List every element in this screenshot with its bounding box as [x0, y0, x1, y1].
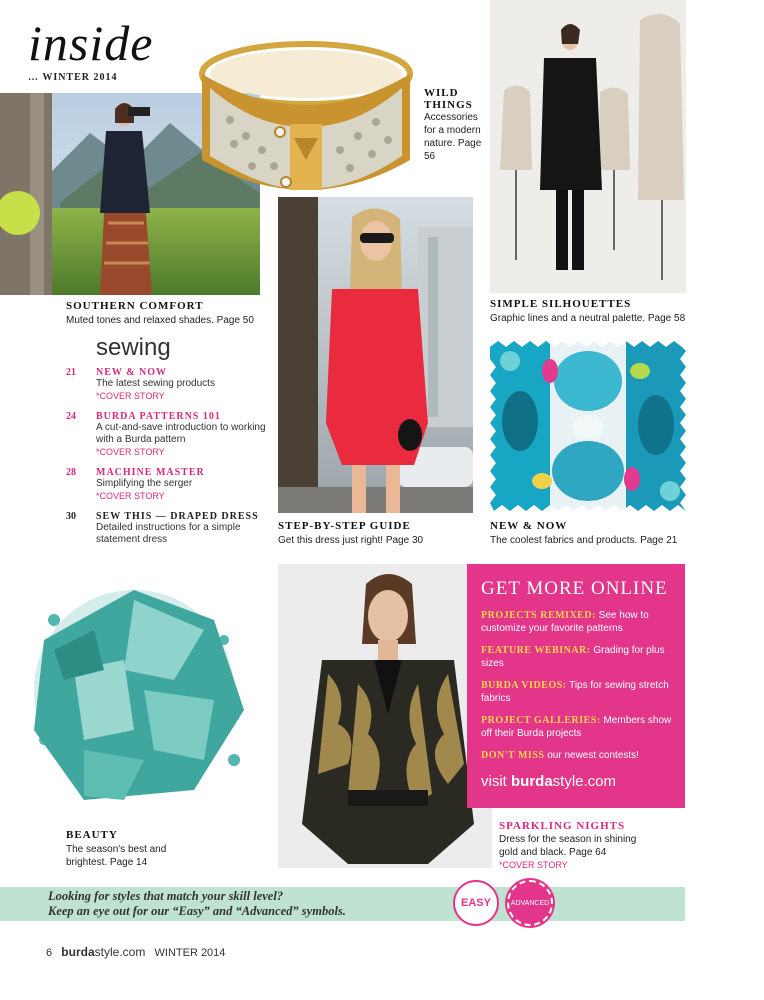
- simple-silhouettes-desc: Graphic lines and a neutral palette. Page 58: [490, 313, 686, 324]
- southern-comfort-desc: Muted tones and relaxed shades. Page 50: [66, 315, 254, 326]
- footer-brand-rest: style.com: [94, 945, 146, 959]
- cover-story-tag: *COVER STORY: [96, 491, 165, 501]
- beauty-eyeshadow-photo: [14, 560, 264, 822]
- visit-brand-bold: burda: [511, 773, 553, 790]
- simple-silhouettes-photo: [490, 0, 686, 293]
- online-item-key: DON'T MISS: [481, 750, 545, 761]
- online-item-projects-remixed[interactable]: [481, 609, 673, 635]
- issue-subtitle: … WINTER 2014: [28, 72, 118, 83]
- online-item-text: See how to customize your favorite patterns: [481, 610, 649, 634]
- online-item-text: Members show off their Burda projects: [481, 715, 672, 739]
- beauty-desc: The season's best and brightest. Page 14: [66, 844, 167, 868]
- step-by-step-desc: Get this dress just right! Page 30: [278, 535, 424, 546]
- new-now-title: NEW & NOW: [490, 520, 568, 532]
- online-item-feature-webinar[interactable]: [481, 644, 673, 670]
- toc-item-desc: Simplifying the serger: [96, 478, 193, 489]
- toc-item-title: SEW THIS — DRAPED DRESS: [96, 511, 259, 522]
- toc-item-title: BURDA PATTERNS 101: [96, 411, 221, 422]
- cover-story-tag: *COVER STORY: [499, 860, 568, 870]
- online-box-title: GET MORE ONLINE: [481, 578, 668, 599]
- easy-badge-label: EASY: [461, 897, 491, 909]
- online-item-text: Tips for sewing stretch fabrics: [481, 680, 669, 704]
- simple-silhouettes-title: SIMPLE SILHOUETTES: [490, 298, 632, 310]
- skill-level-text: [48, 889, 346, 919]
- toc-page-number: 28: [66, 467, 76, 478]
- toc-page-number: 21: [66, 367, 76, 378]
- step-by-step-title: STEP-BY-STEP GUIDE: [278, 520, 411, 532]
- toc-item[interactable]: [66, 467, 266, 502]
- toc-item-desc: Detailed instructions for a simple statement dress: [96, 522, 241, 545]
- toc-item-title: NEW & NOW: [96, 367, 168, 378]
- visit-website-link[interactable]: [481, 773, 673, 790]
- red-dress-photo: [278, 197, 473, 513]
- sewing-section-title: sewing: [96, 334, 171, 361]
- online-item-dont-miss[interactable]: [481, 749, 673, 762]
- skill-level-line-2: Keep an eye out for our “Easy” and “Advanced” symbols.: [48, 904, 346, 918]
- online-item-key: BURDA VIDEOS:: [481, 680, 567, 691]
- online-item-key: PROJECTS REMIXED:: [481, 610, 596, 621]
- visit-prefix: visit: [481, 773, 511, 790]
- online-item-text: Grading for plus sizes: [481, 645, 665, 669]
- sparkling-nights-title: SPARKLING NIGHTS: [499, 820, 626, 832]
- online-item-key: PROJECT GALLERIES:: [481, 715, 601, 726]
- page-title: inside: [28, 15, 154, 71]
- visit-brand-rest: style.com: [552, 773, 617, 790]
- southern-comfort-title: SOUTHERN COMFORT: [66, 300, 204, 312]
- toc-item-desc: A cut-and-save introduction to working with a Burda pattern: [96, 422, 266, 445]
- beauty-title: BEAUTY: [66, 829, 118, 841]
- advanced-badge-icon: [507, 880, 553, 926]
- toc-page-number: 24: [66, 411, 76, 422]
- skill-level-line-1: Looking for styles that match your skill level?: [48, 889, 284, 903]
- footer-issue: WINTER 2014: [154, 947, 226, 959]
- online-item-project-galleries[interactable]: [481, 714, 673, 740]
- ikat-fabric-swatch: [490, 341, 686, 511]
- wild-things-desc: Accessories for a modern nature. Page 56: [424, 112, 482, 162]
- cover-story-tag: *COVER STORY: [96, 391, 165, 401]
- footer-brand-bold: burda: [61, 945, 95, 959]
- get-more-online-box: [467, 564, 685, 808]
- sparkling-nights-desc: Dress for the season in shining gold and black. Page 64: [499, 834, 637, 858]
- toc-item-title: MACHINE MASTER: [96, 467, 205, 478]
- online-item-burda-videos[interactable]: [481, 679, 673, 705]
- sparkling-nights-photo: [278, 564, 492, 868]
- advanced-badge-label: ADVANCED: [510, 899, 550, 907]
- toc-page-number: 30: [66, 511, 76, 522]
- easy-badge-icon: [453, 880, 499, 926]
- cover-story-tag: *COVER STORY: [96, 447, 165, 457]
- toc-item[interactable]: [66, 411, 266, 458]
- online-item-text: our newest contests!: [544, 750, 639, 761]
- online-item-key: FEATURE WEBINAR:: [481, 645, 591, 656]
- toc-item[interactable]: [66, 511, 266, 546]
- bracelet-photo: [190, 40, 422, 206]
- page-footer: [46, 945, 225, 959]
- toc-item-desc: The latest sewing products: [96, 378, 215, 389]
- page-number: 6: [46, 947, 53, 959]
- new-now-desc: The coolest fabrics and products. Page 21: [490, 535, 678, 546]
- toc-item[interactable]: [66, 367, 266, 402]
- wild-things-title: WILD THINGS: [424, 87, 473, 111]
